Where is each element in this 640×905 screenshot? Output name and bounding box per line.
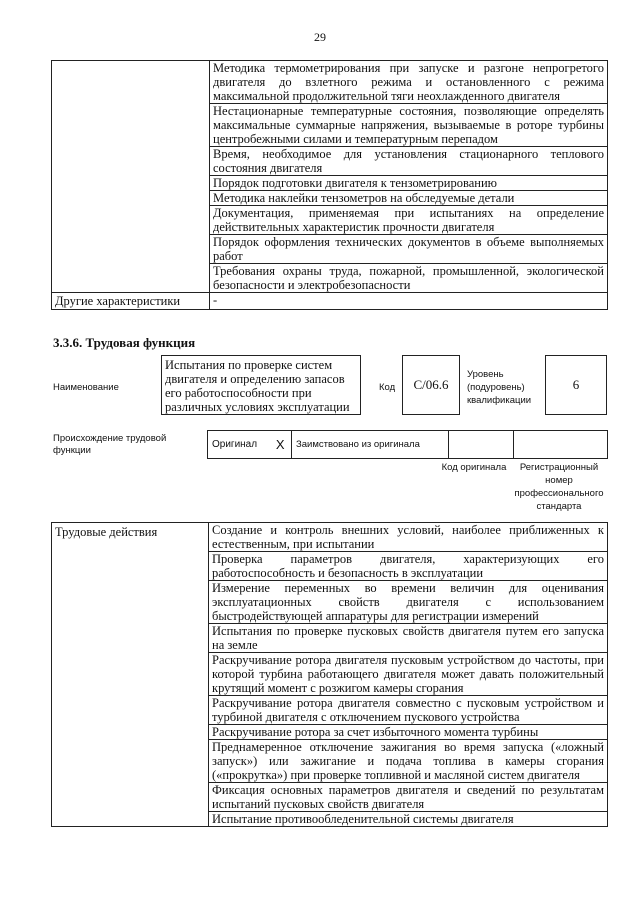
table-row (52, 61, 608, 104)
borrowed-label: Заимствовано из оригинала (292, 431, 449, 459)
table-cell: Документация, применяемая при испытаниях на определение действительных характеристик прочности двигателя (210, 206, 608, 235)
table-cell: Испытания по проверке пусковых свойств двигателя путем его запуска на земле (209, 624, 608, 653)
qualification-level-label (467, 368, 539, 407)
table-cell: Создание и контроль внешних условий, наиболее приближенных к естественным, при испытании (209, 523, 608, 552)
table-cell: Методика термометрирования при запуске и разгоне непрогретого двигателя до взлетного режима и остановленного с режима максимальной продолжительной тяги неохлажденного двигателя (210, 61, 608, 104)
labor-actions-label: Трудовые действия (52, 523, 209, 827)
original-label: Оригинал (208, 431, 270, 459)
registration-number-cell (514, 431, 608, 459)
function-name-value: Испытания по проверке систем двигателя и определению запасов его работоспособности при различных условиях эксплуатации (161, 355, 361, 415)
function-name-label: Наименование (53, 382, 119, 393)
origin-table (207, 430, 608, 459)
original-mark: X (270, 431, 292, 459)
origin-label: Происхождение трудовой функции (53, 433, 167, 456)
table-cell: Нестационарные температурные состояния, позволяющие определять максимальные суммарные напряжения, вызываемые в роторе турбины центробежными силами и температурным перепадом (210, 104, 608, 147)
table-cell: Проверка параметров двигателя, характеризующих его работоспособность и безопасность в эксплуатации (209, 552, 608, 581)
section-title: 3.3.6. Трудовая функция (53, 335, 196, 350)
table-cell: Преднамеренное отключение зажигания во время запуска («ложный запуск») или зажигание и подача топлива в камеры сгорания («прокрутка») при проверке топливной и масляной систем двигателя (209, 740, 608, 783)
original-code-caption: Код оригинала (441, 462, 507, 473)
table-cell-left (52, 61, 210, 293)
table-cell: Раскручивание ротора за счет избыточного момента турбины (209, 725, 608, 740)
table-cell-left: Другие характеристики (52, 293, 210, 310)
labor-actions-table (51, 522, 608, 827)
table-cell: Испытание противообледенительной системы двигателя (209, 812, 608, 827)
table-cell: Фиксация основных параметров двигателя и сведений по результатам испытаний пусковых свойств двигателя (209, 783, 608, 812)
table-cell: Методика наклейки тензометров на обследуемые детали (210, 191, 608, 206)
table-row (208, 431, 608, 459)
table-cell: Порядок оформления технических документов в объеме выполняемых работ (210, 235, 608, 264)
qualification-level-value: 6 (545, 355, 607, 415)
table-row (52, 523, 608, 552)
table-cell: Раскручивание ротора двигателя совместно с пусковым устройством и турбиной двигателя с отключением пускового устройства (209, 696, 608, 725)
original-code-cell (449, 431, 514, 459)
table-row (52, 293, 608, 310)
table-cell: Порядок подготовки двигателя к тензометрированию (210, 176, 608, 191)
function-code-label: Код (379, 382, 396, 393)
level-label-text: Уровень (подуровень) квалификации (467, 369, 532, 406)
registration-number-caption: Регистрационный номер профессионального стандарта (514, 462, 604, 512)
page-number: 29 (314, 30, 326, 44)
table-cell: Измерение переменных во времени величин для оценивания эксплуатационных свойств двигателя с использованием быстродействующей аппаратуры для регистрации измерений (209, 581, 608, 624)
table-cell: - (210, 293, 608, 310)
characteristics-table (51, 60, 608, 310)
table-cell: Требования охраны труда, пожарной, промышленной, экологической безопасности и электробезопасности (210, 264, 608, 293)
table-cell: Раскручивание ротора двигателя пусковым устройством до частоты, при которой турбина работающего двигателя может давать положительный крутящий момент с розжигом камеры сгорания (209, 653, 608, 696)
table-cell: Время, необходимое для установления стационарного теплового состояния двигателя (210, 147, 608, 176)
function-code-value: C/06.6 (402, 355, 460, 415)
